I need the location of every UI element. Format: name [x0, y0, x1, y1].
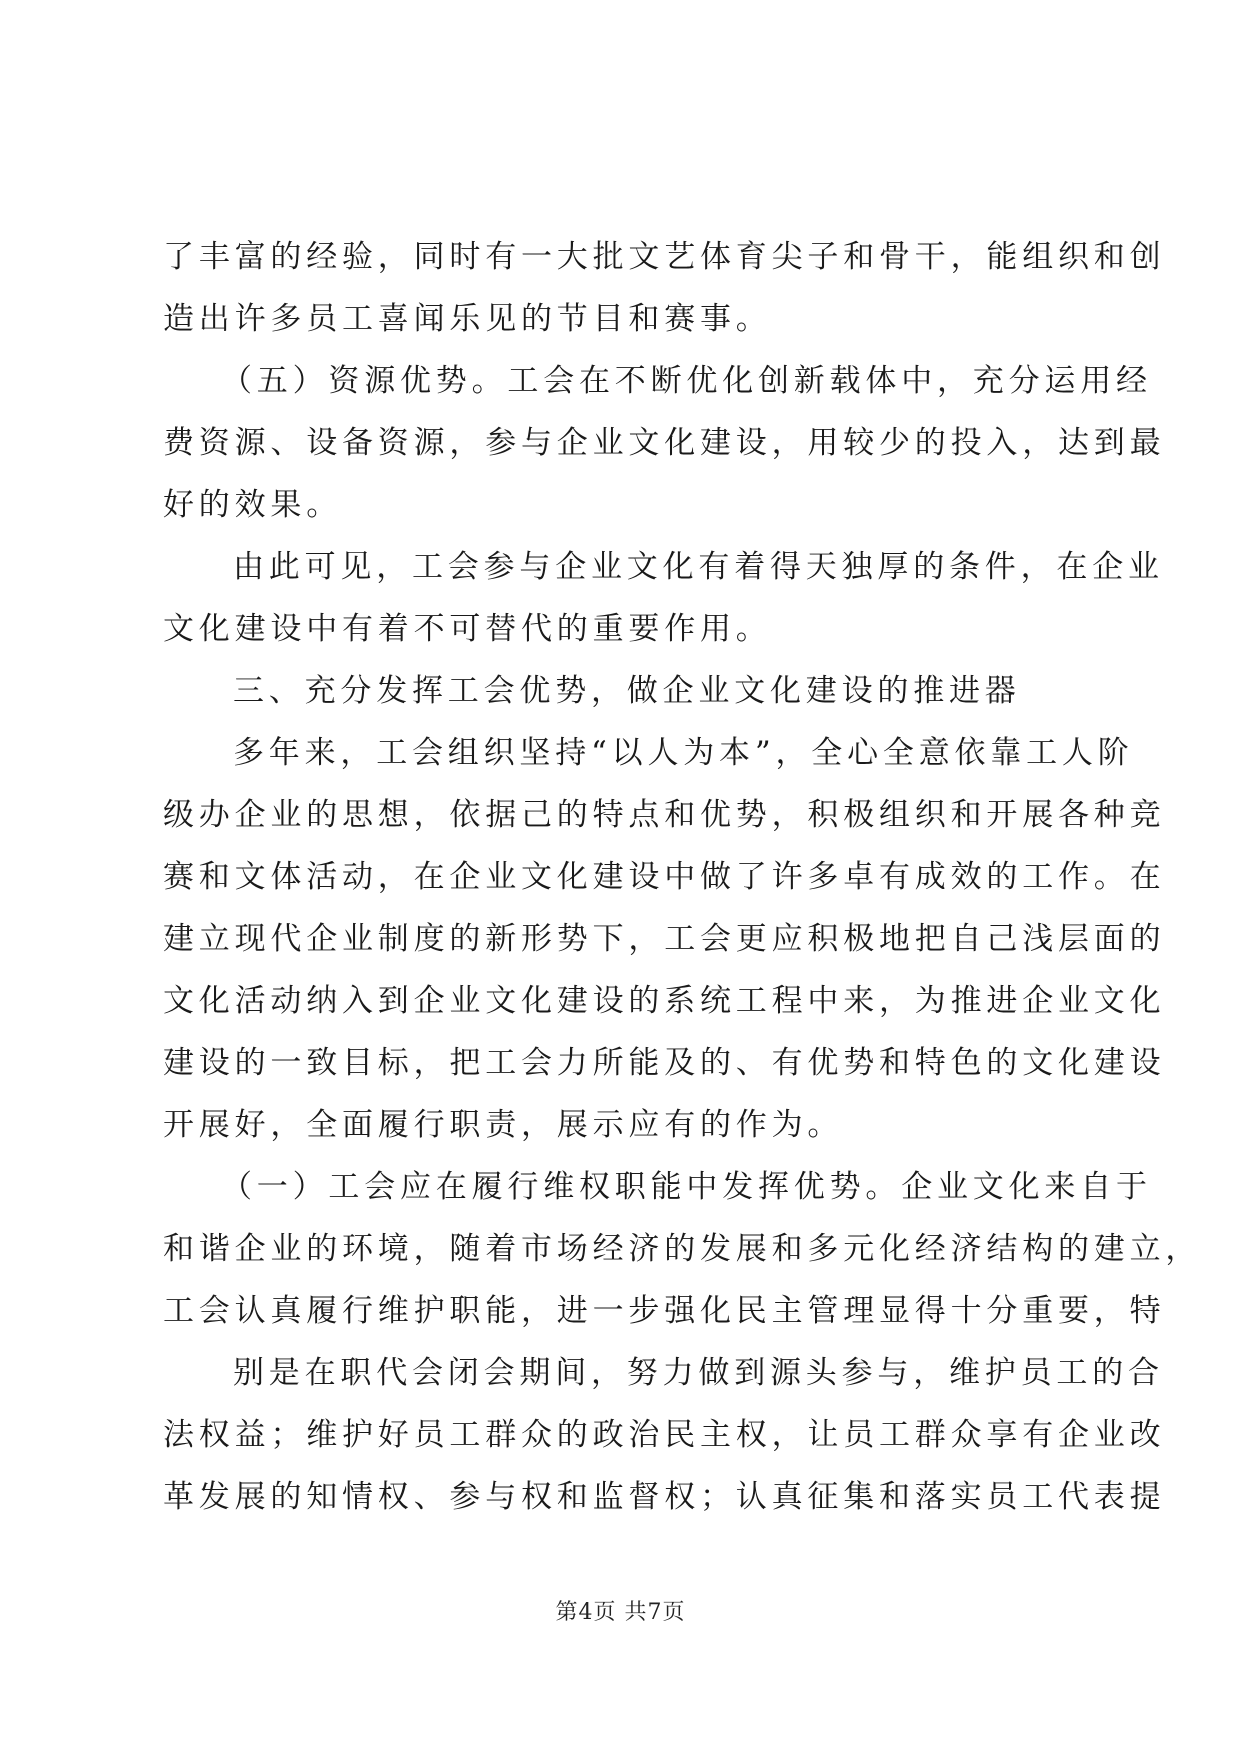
- body-line: 级办企业的思想，依据己的特点和优势，积极组织和开展各种竞: [163, 797, 1166, 833]
- body-line: 文化活动纳入到企业文化建设的系统工程中来，为推进企业文化: [163, 983, 1166, 1019]
- paragraph-start-line: 由此可见，工会参与企业文化有着得天独厚的条件，在企业: [233, 549, 1164, 585]
- section-heading-line: （一）工会应在履行维权职能中发挥优势。企业文化来自于: [221, 1169, 1152, 1205]
- paragraph-start-line: 多年来，工会组织坚持“以人为本”，全心全意依靠工人阶: [233, 735, 1134, 771]
- body-line: 费资源、设备资源，参与企业文化建设，用较少的投入，达到最: [163, 425, 1166, 461]
- body-line: 赛和文体活动，在企业文化建设中做了许多卓有成效的工作。在: [163, 859, 1166, 895]
- body-line: 文化建设中有着不可替代的重要作用。: [163, 611, 772, 647]
- body-line: 和谐企业的环境，随着市场经济的发展和多元化经济结构的建立，: [163, 1231, 1202, 1267]
- body-line: 工会认真履行维护职能，进一步强化民主管理显得十分重要，特: [163, 1293, 1166, 1329]
- body-line: 建设的一致目标，把工会力所能及的、有优势和特色的文化建设: [163, 1045, 1166, 1081]
- body-line: 好的效果。: [163, 487, 342, 523]
- body-line: 建立现代企业制度的新形势下，工会更应积极地把自己浅层面的: [163, 921, 1166, 957]
- body-line: 革发展的知情权、参与权和监督权；认真征集和落实员工代表提: [163, 1479, 1166, 1515]
- page-number-footer: 第4页 共7页: [555, 1600, 686, 1625]
- document-body: [163, 226, 1202, 1528]
- body-line: 了丰富的经验，同时有一大批文艺体育尖子和骨干，能组织和创: [163, 239, 1166, 275]
- section-heading-line: （五）资源优势。工会在不断优化创新载体中，充分运用经: [221, 363, 1152, 399]
- body-line: 法权益；维护好员工群众的政治民主权，让员工群众享有企业改: [163, 1417, 1166, 1453]
- body-line: 造出许多员工喜闻乐见的节目和赛事。: [163, 301, 772, 337]
- body-line: 开展好，全面履行职责，展示应有的作为。: [163, 1107, 844, 1143]
- chapter-heading: 三、充分发挥工会优势，做企业文化建设的推进器: [233, 673, 1021, 709]
- paragraph-start-line: 别是在职代会闭会期间，努力做到源头参与，维护员工的合: [233, 1355, 1164, 1391]
